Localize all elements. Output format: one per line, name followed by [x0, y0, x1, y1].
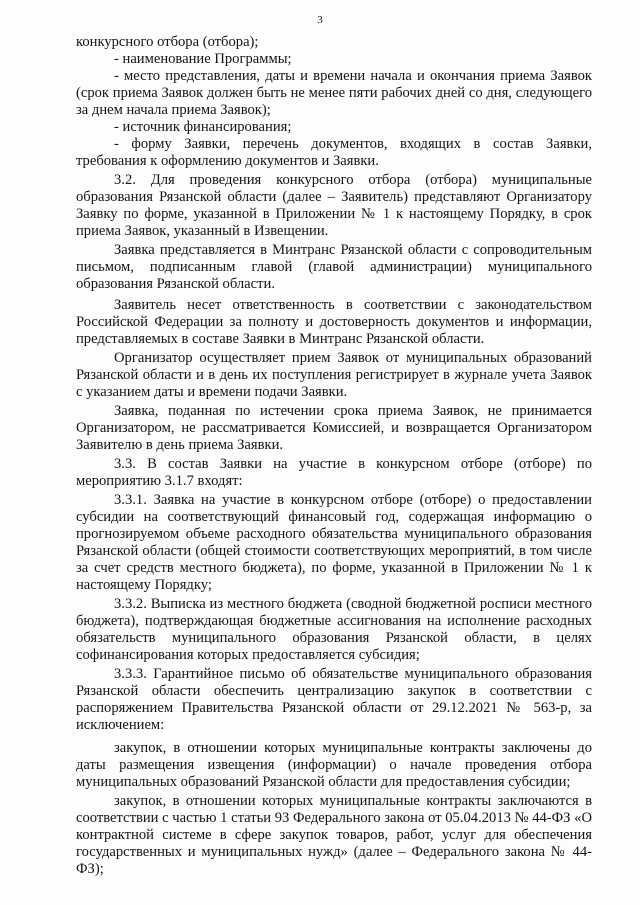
list-item-place-and-dates: - место представления, даты и времени начала и окончания приема Заявок (срок приема Заявок должен быть не менее пяти рабочих дней со дня, следующего за днем начала приема Заявок);: [76, 68, 592, 118]
paragraph-3-3-2: 3.3.2. Выписка из местного бюджета (сводной бюджетной росписи местного бюджета), подтверждающая бюджетные ассигнования на исполнение расходных обязательств муниципального образования Рязанской области, в целях софинансирования которых предоставляется субсидия;: [76, 596, 592, 663]
paragraph-continuation: конкурсного отбора (отбора);: [76, 34, 259, 50]
list-item-program-name: - наименование Программы;: [114, 51, 292, 67]
page-number: 3: [317, 14, 323, 26]
list-item-application-form: - форму Заявки, перечень документов, входящих в состав Заявки, требования к оформлению документов и Заявки.: [76, 136, 592, 169]
paragraph-registration: Организатор осуществляет прием Заявок от муниципальных образований Рязанской области и в день их поступления регистрирует в журнале учета Заявок с указанием даты и времени подачи Заявки.: [76, 350, 592, 400]
paragraph-3-3: 3.3. В состав Заявки на участие в конкурсном отборе (отборе) по мероприятию 3.1.7 входят:: [76, 456, 592, 489]
paragraph-3-2: 3.2. Для проведения конкурсного отбора (отбора) муниципальные образования Рязанской области (далее – Заявитель) представляют Организатору Заявку по форме, указанной в Приложении № 1 к настоящему Порядку, в срок приема Заявок, указанный в Извещении.: [76, 172, 592, 239]
document-body: [76, 34, 592, 878]
list-item-funding-source: - источник финансирования;: [114, 119, 292, 135]
paragraph-3-3-1: 3.3.1. Заявка на участие в конкурсном отборе (отборе) о предоставлении субсидии на соответствующий финансовый год, содержащая информацию о прогнозируемом объеме расходного обязательства муниципального образования Рязанской области (общей стоимости соответствующих мероприятий, в том числе за счет средств местного бюджета), по форме, указанной в Приложении № 1 к настоящему Порядку;: [76, 492, 592, 593]
paragraph-submission: Заявка представляется в Минтранс Рязанской области с сопроводительным письмом, подписанным главой (главой администрации) муниципального образования Рязанской области.: [76, 242, 592, 292]
paragraph-responsibility: Заявитель несет ответственность в соответствии с законодательством Российской Федерации за полноту и достоверность документов и информации, представляемых в составе Заявки в Минтранс Рязанской области.: [76, 297, 592, 347]
paragraph-exception-contracts: закупок, в отношении которых муниципальные контракты заключены до даты размещения извещения (информации) о начале проведения отбора муниципальных образований Рязанской области для предоставления субсидии;: [76, 740, 592, 790]
paragraph-exception-44fz: закупок, в отношении которых муниципальные контракты заключаются в соответствии с частью 1 статьи 93 Федерального закона от 05.04.2013 № 44-ФЗ «О контрактной системе в сфере закупок товаров, работ, услуг для обеспечения государственных и муниципальных нужд» (далее – Федерального закона № 44-ФЗ);: [76, 793, 592, 877]
paragraph-3-3-3: 3.3.3. Гарантийное письмо об обязательстве муниципального образования Рязанской области обеспечить централизацию закупок в соответствии с распоряжением Правительства Рязанской области от 29.12.2021 № 563-р, за исключением:: [76, 666, 592, 733]
paragraph-late-applications: Заявка, поданная по истечении срока приема Заявок, не принимается Организатором, не рассматривается Комиссией, и возвращается Организатором Заявителю в день приема Заявки.: [76, 403, 592, 453]
